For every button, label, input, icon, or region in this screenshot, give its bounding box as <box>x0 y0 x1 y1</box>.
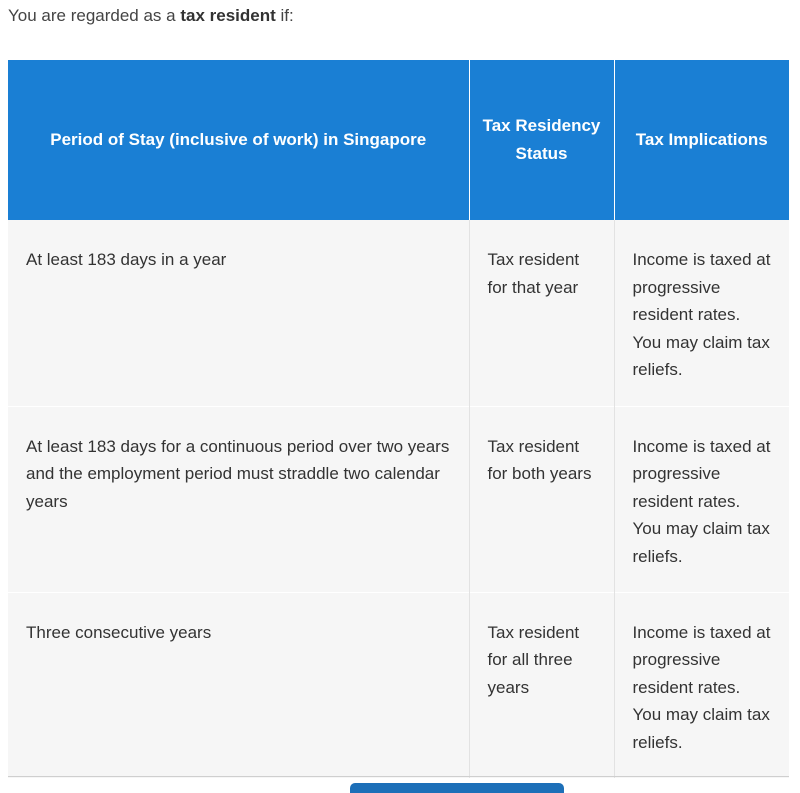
header-tax-implications: Tax Implications <box>614 60 789 220</box>
intro-bold-term: tax resident <box>180 6 276 25</box>
table-bottom-divider <box>8 776 789 777</box>
cell-implications: Income is taxed at progressive resident rates. You may claim tax reliefs. <box>614 406 789 592</box>
cell-implications: Income is taxed at progressive resident rates. You may claim tax reliefs. <box>614 220 789 406</box>
partial-button[interactable] <box>350 783 564 793</box>
cell-period: At least 183 days for a continuous period over two years and the employment period must straddle two calendar years <box>8 406 469 592</box>
table-row <box>8 220 789 406</box>
intro-prefix: You are regarded as a <box>8 6 176 25</box>
table-row <box>8 592 789 778</box>
cell-status: Tax resident for all three years <box>469 592 614 778</box>
cell-period: Three consecutive years <box>8 592 469 778</box>
cell-status: Tax resident for that year <box>469 220 614 406</box>
intro-text <box>8 5 294 27</box>
header-period-of-stay: Period of Stay (inclusive of work) in Singapore <box>8 60 469 220</box>
intro-suffix: if: <box>280 6 294 25</box>
header-tax-residency-status: Tax Residency Status <box>469 60 614 220</box>
cell-status: Tax resident for both years <box>469 406 614 592</box>
table-row <box>8 406 789 592</box>
cell-implications: Income is taxed at progressive resident rates. You may claim tax reliefs. <box>614 592 789 778</box>
cell-period: At least 183 days in a year <box>8 220 469 406</box>
table-header-row <box>8 60 789 220</box>
tax-residency-table <box>8 60 789 778</box>
